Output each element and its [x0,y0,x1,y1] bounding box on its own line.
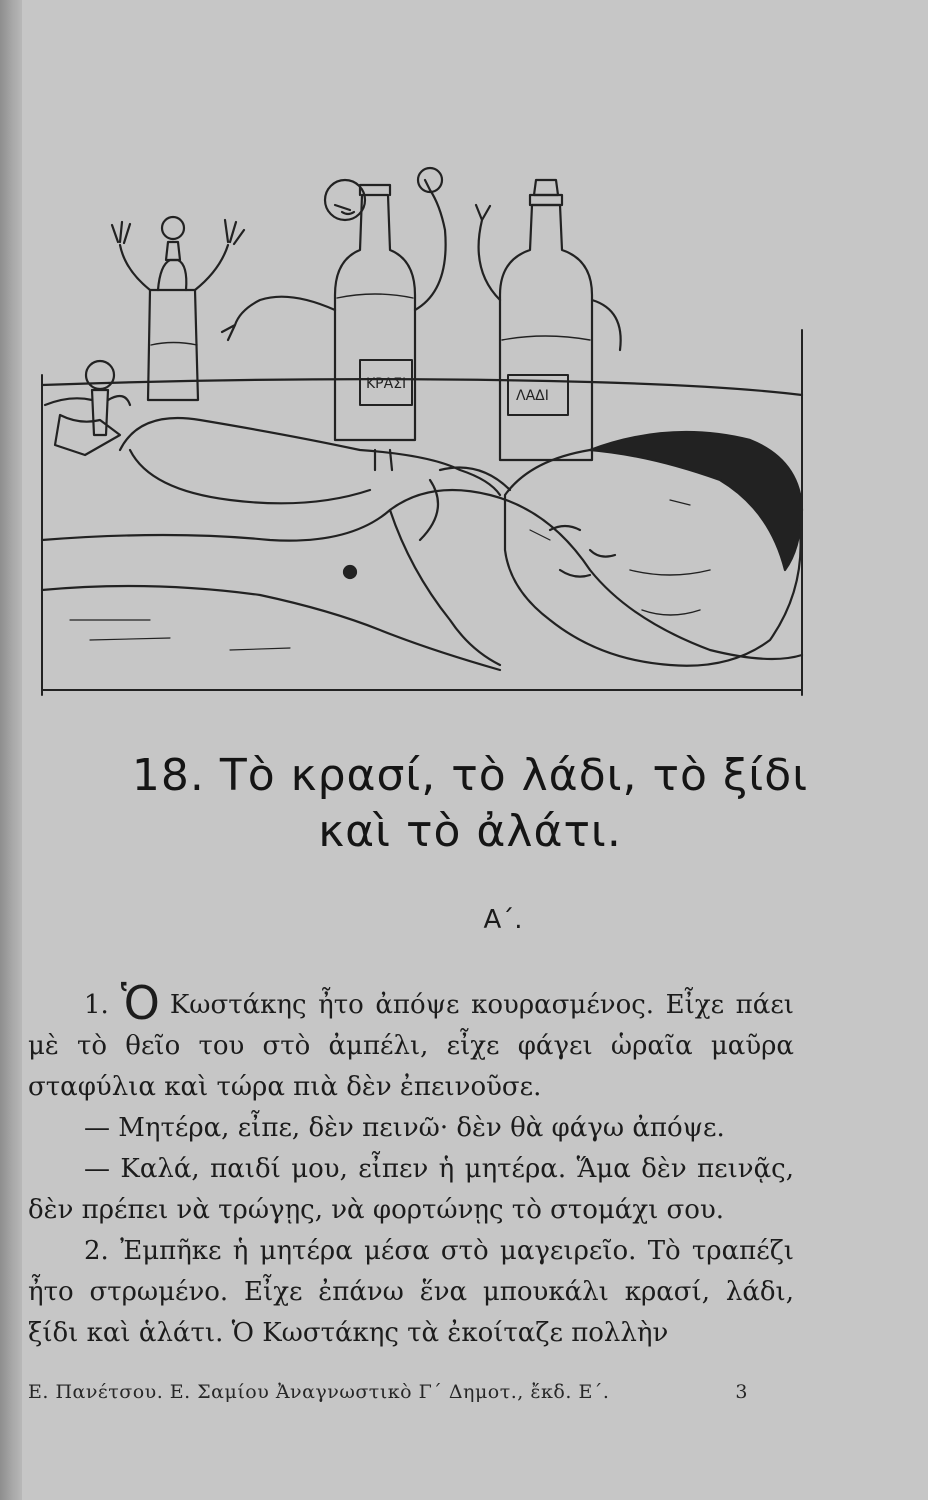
illustration-sleeping-boy [30,150,820,710]
paragraph-1 [28,976,794,1108]
salt-shaker-figure [45,361,130,455]
book-spine [0,0,22,1500]
oil-bottle-figure [476,180,621,460]
drop-cap: Ὁ [120,976,160,1030]
paragraph-number: 2. [84,1236,109,1266]
signature-mark: 3 [735,1381,748,1403]
paragraph-number: 1. [84,990,109,1020]
paragraph-4 [28,1231,794,1354]
paragraph-3: — Καλά, παιδί μου, εἶπεν ἡ μητέρα. Ἅμα δὲν πεινᾷς, δὲν πρέπει νὰ τρώγῃς, νὰ φορτώνῃς τὸ στομάχι σου. [28,1154,794,1225]
paragraph-2: — Μητέρα, εἶπε, δὲν πεινῶ· δὲν θὰ φάγω ἀπόψε. [84,1113,725,1143]
chapter-title-line1: 18. Τὸ κρασί, τὸ λάδι, τὸ ξίδι [131,750,809,801]
sleeping-boy [42,418,802,670]
paragraph-text: Ἐμπῆκε ἡ μητέρα μέσα στὸ μαγειρεῖο. Τὸ τραπέζι ἦτο στρωμένο. Εἶχε ἐπάνω ἕνα μπουκάλι κρασί, λάδι, ξίδι καὶ ἁλάτι. Ὁ Κωστάκης τὰ ἐκοίταζε πολλὴν [28,1236,794,1348]
decanter-figure [112,217,244,400]
wine-bottle-figure [222,168,446,470]
chapter-title-line2: καὶ τὸ ἀλάτι. [318,806,622,857]
oil-bottle-label: ΛΑΔΙ [516,388,549,404]
paragraph-text: Κωστάκης ἦτο ἀπόψε κουρασμένος. Εἶχε πάει μὲ τὸ θεῖο του στὸ ἀμπέλι, εἶχε φάγει ὡραῖα μαῦρα σταφύλια καὶ τώρα πιὰ δὲν ἐπεινοῦσε. [28,990,794,1102]
section-heading: Α΄. [483,905,523,935]
footer-citation: Ε. Πανέτσου. Ε. Σαμίου Ἀναγνωστικὸ Γ΄ Δημοτ., ἔκδ. Ε΄. [28,1381,610,1403]
wine-bottle-label: ΚΡΑΣΙ [366,376,407,392]
page-footer [28,1381,748,1403]
body-text [28,976,794,1354]
